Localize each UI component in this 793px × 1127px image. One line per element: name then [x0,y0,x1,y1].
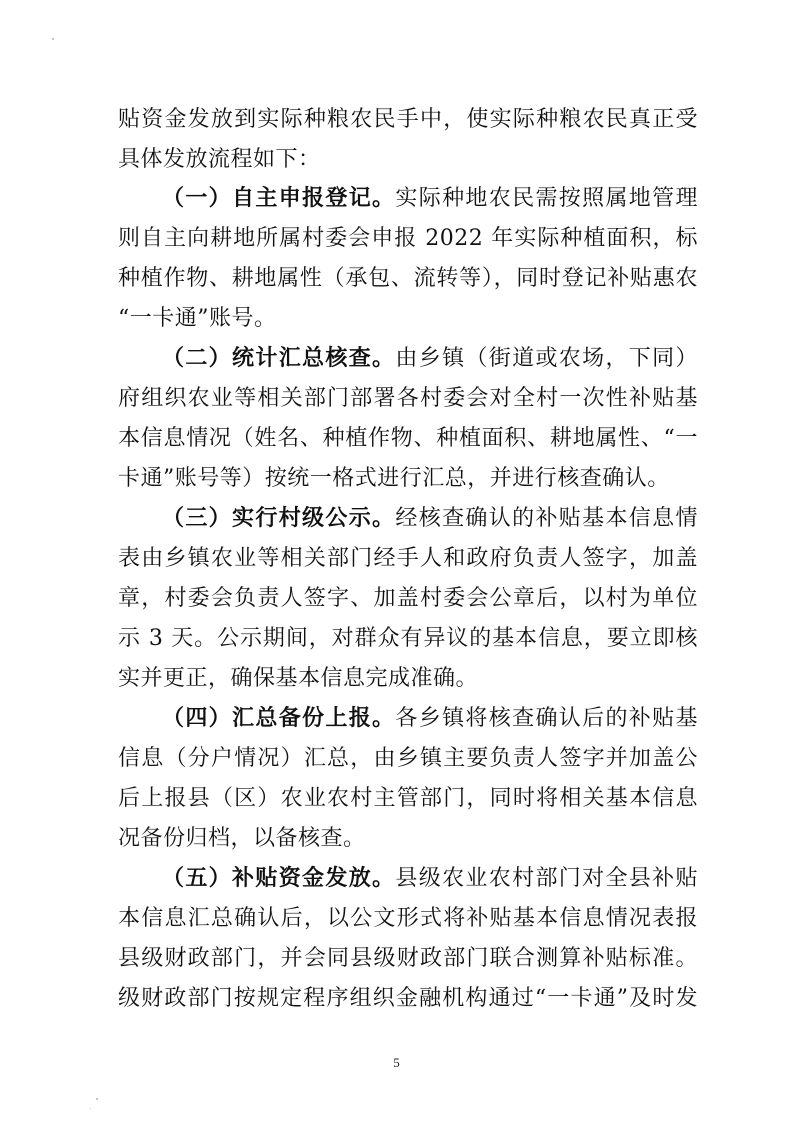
body-line: 级财政部门按规定程序组织金融机构通过“一卡通”及时发 [118,986,698,1011]
section-3-paragraph-start [162,505,698,533]
body-line: 本信息情况（姓名、种植作物、种植面积、耕地属性、“一 [118,426,698,451]
section-2-paragraph-start [162,345,698,373]
body-line: 具体发放流程如下： [118,147,321,172]
section-5-heading: （五）补贴资金发放。 [162,866,396,891]
body-line: 本信息汇总确认后，以公文形式将补贴基本信息情况表报 [118,906,698,931]
section-3-heading: （三）实行村级公示。 [162,506,396,531]
body-line: 实并更正，确保基本信息完成准确。 [118,666,479,691]
scan-speck [90,1108,91,1109]
scan-speck [96,1098,98,1100]
body-line: 后上报县（区）农业农村主管部门，同时将相关基本信息 [118,786,698,811]
scan-speck [52,38,54,40]
body-text: 各乡镇将核查确认后的补贴基 [395,706,698,731]
body-line: “一卡通”账号。 [118,306,277,331]
section-4-paragraph-start [162,705,698,733]
page-number: 5 [393,1055,400,1070]
body-line: 卡通”账号等）按统一格式进行汇总，并进行核查确认。 [118,466,670,491]
body-line: 表由乡镇农业等相关部门经手人和政府负责人签字，加盖 [118,546,698,571]
section-5-paragraph-start [162,865,698,893]
body-line: 则自主向耕地所属村委会申报 2022 年实际种植面积，标 [118,226,698,251]
body-text: 县级农业农村部门对全县补贴 [395,866,698,891]
body-text: 实际种地农民需按照属地管理 [395,186,698,211]
body-line: 章，村委会负责人签字、加盖村委会公章后，以村为单位 [118,586,698,611]
section-1-paragraph-start [162,185,698,213]
body-line: 府组织农业等相关部门部署各村委会对全村一次性补贴基 [118,386,698,411]
body-line: 种植作物、耕地属性（承包、流转等），同时登记补贴惠农 [118,266,698,291]
section-2-heading: （二）统计汇总核查。 [162,346,396,371]
body-line: 信息（分户情况）汇总，由乡镇主要负责人签字并加盖公 [118,746,698,771]
body-line: 示 3 天。公示期间，对群众有异议的基本信息，要立即核 [118,626,698,651]
body-text: 由乡镇（街道或农场，下同） [395,346,698,371]
body-line: 贴资金发放到实际种粮农民手中，使实际种粮农民真正受 [118,107,698,132]
section-4-heading: （四）汇总备份上报。 [162,706,396,731]
body-line: 况备份归档，以备核查。 [118,826,366,851]
body-text: 经核查确认的补贴基本信息情 [395,506,698,531]
body-line: 县级财政部门，并会同县级财政部门联合测算补贴标准。 [118,946,698,971]
section-1-heading: （一）自主申报登记。 [162,186,396,211]
